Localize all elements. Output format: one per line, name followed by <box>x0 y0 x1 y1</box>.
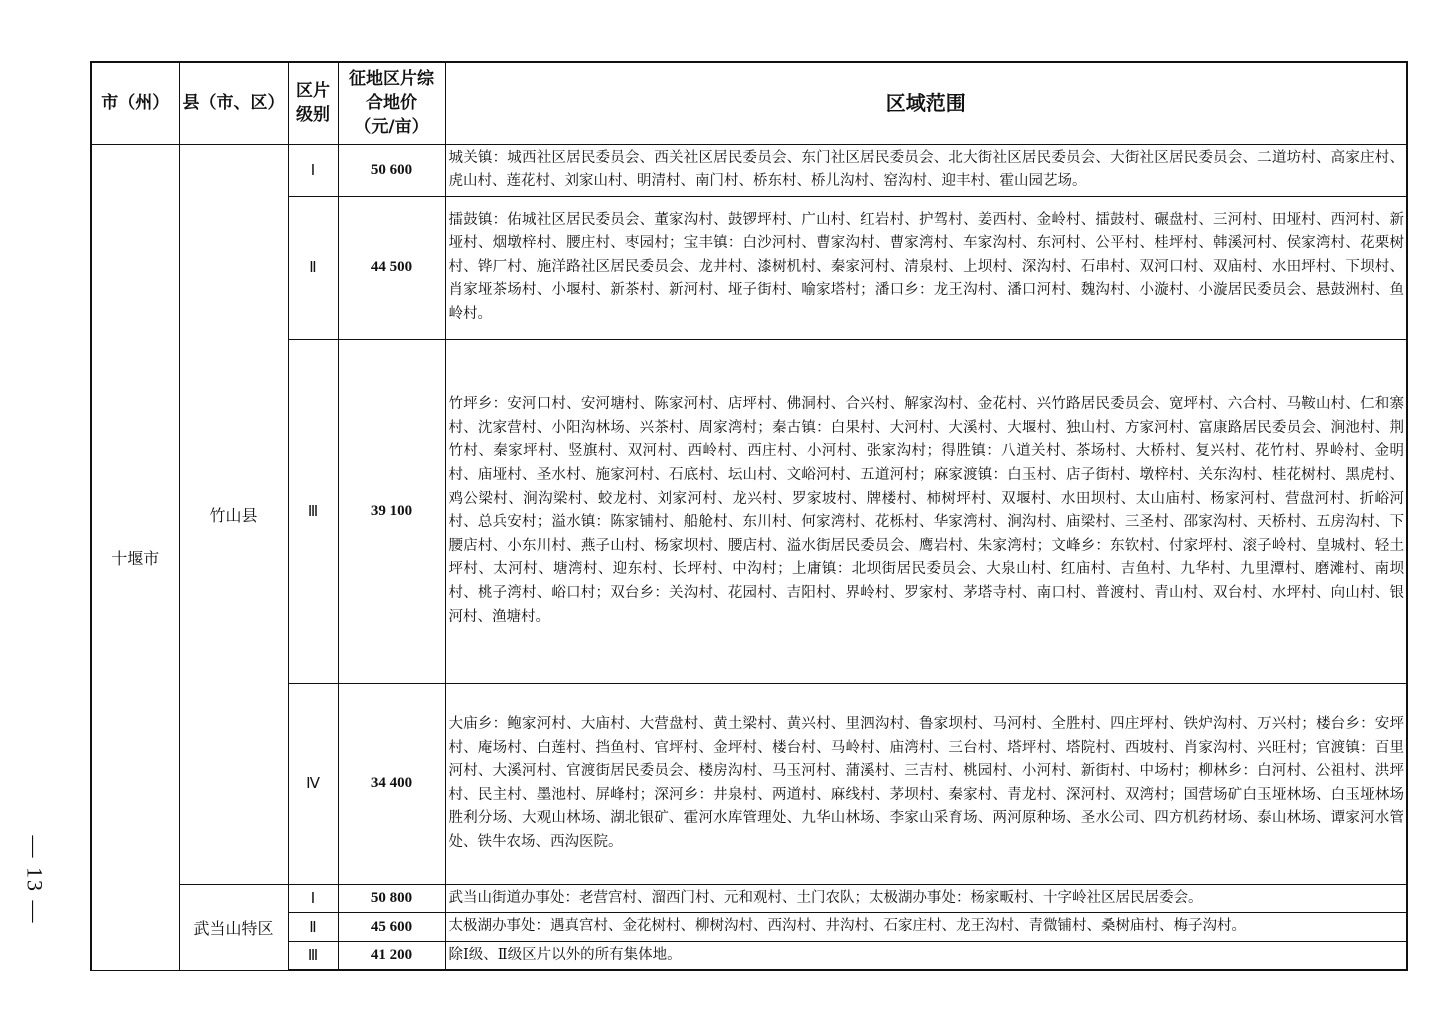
land-price-table <box>90 61 1408 971</box>
price-cell: 50 600 <box>338 144 445 196</box>
table-row <box>91 144 1407 196</box>
level-cell: Ⅱ <box>288 196 338 339</box>
range-cell: 武当山街道办事处：老营宫村、溜西门村、元和观村、土门农队；太极湖办事处：杨家畈村、十字岭社区居民居委会。 <box>445 884 1407 913</box>
range-cell: 竹坪乡：安河口村、安河塘村、陈家河村、店坪村、佛洞村、合兴村、解家沟村、金花村、兴竹路居民委员会、宽坪村、六合村、马鞍山村、仁和寨村、沈家营村、小阳沟林场、兴茶村、周家湾村；秦古镇：白果村、大河村、大溪村、大堰村、独山村、方家河村、富康路居民委员会、涧池村、荆竹村、秦家坪村、竖旗村、双河村、西岭村、西庄村、小河村、张家沟村；得胜镇：八道关村、茶场村、大桥村、复兴村、花竹村、界岭村、金明村、庙垭村、圣水村、施家河村、石底村、坛山村、文峪河村、五道河村；麻家渡镇：白玉村、店子街村、墩梓村、关东沟村、桂花树村、黑虎村、鸡公梁村、涧沟梁村、蛟龙村、刘家河村、龙兴村、罗家坡村、牌楼村、柿树坪村、双堰村、水田坝村、太山庙村、杨家河村、营盘河村、折峪河村、总兵安村；溢水镇：陈家铺村、船舱村、东川村、何家湾村、花栎村、华家湾村、涧沟村、庙梁村、三圣村、邵家沟村、天桥村、五房沟村、下腰店村、小东川村、燕子山村、杨家坝村、腰店村、溢水街居民委员会、鹰岩村、朱家湾村；文峰乡：东钦村、付家坪村、滚子岭村、皇城村、轻土坪村、太河村、塘湾村、迎东村、长坪村、中沟村；上庸镇：北坝街居民委员会、大泉山村、红庙村、吉鱼村、九华村、九里潭村、磨滩村、南坝村、桃子湾村、峪口村；双台乡：关沟村、花园村、吉阳村、界岭村、罗家村、茅塔寺村、南口村、普渡村、青山村、双台村、水坪村、向山村、银河村、渔塘村。 <box>445 339 1407 683</box>
price-cell: 44 500 <box>338 196 445 339</box>
table-row <box>91 884 1407 913</box>
table-row <box>91 941 1407 970</box>
range-cell: 除Ⅰ级、Ⅱ级区片以外的所有集体地。 <box>445 941 1407 970</box>
level-cell: Ⅰ <box>288 884 338 913</box>
header-row <box>91 62 1407 144</box>
header-price-text: 征地区片综合地价（元/亩） <box>349 69 434 138</box>
price-cell: 41 200 <box>338 941 445 970</box>
header-range: 区域范围 <box>445 62 1407 144</box>
header-city: 市（州） <box>91 62 179 144</box>
level-cell: Ⅳ <box>288 683 338 884</box>
level-cell: Ⅲ <box>288 941 338 970</box>
table-row <box>91 339 1407 683</box>
range-cell: 城关镇：城西社区居民委员会、西关社区居民委员会、东门社区居民委员会、北大街社区居民委员会、大街社区居民委员会、二道坊村、高家庄村、虎山村、莲花村、刘家山村、明清村、南门村、桥东村、桥儿沟村、窑沟村、迎丰村、霍山园艺场。 <box>445 144 1407 196</box>
table-row <box>91 683 1407 884</box>
table-row <box>91 913 1407 942</box>
page-number-text: — 13 — <box>22 835 47 925</box>
header-price <box>338 62 445 144</box>
range-cell: 大庙乡：鲍家河村、大庙村、大营盘村、黄土梁村、黄兴村、里泗沟村、鲁家坝村、马河村、全胜村、四庄坪村、铁炉沟村、万兴村；楼台乡：安坪村、庵场村、白莲村、挡鱼村、官坪村、金坪村、楼台村、马岭村、庙湾村、三台村、塔坪村、塔院村、西坡村、肖家沟村、兴旺村；官渡镇：百里河村、大溪河村、官渡街居民委员会、楼房沟村、马玉河村、蒲溪村、三吉村、桃园村、小河村、新街村、中场村；柳林乡：白河村、公祖村、洪坪村、民主村、墨池村、屏峰村；深河乡：井泉村、两道村、麻线村、茅坝村、秦家村、青龙村、深河村、双湾村；国营场矿白玉垭林场、白玉垭林场胜利分场、大观山林场、湖北银矿、霍河水库管理处、九华山林场、李家山采育场、两河原种场、圣水公司、四方机药材场、泰山林场、谭家河水管处、铁牛农场、西沟医院。 <box>445 683 1407 884</box>
price-cell: 39 100 <box>338 339 445 683</box>
header-level-text: 区片级别 <box>295 81 330 126</box>
header-county: 县（市、区） <box>179 62 288 144</box>
header-level <box>288 62 338 144</box>
county-cell: 武当山特区 <box>179 884 288 970</box>
page-number <box>14 820 54 940</box>
level-cell: Ⅰ <box>288 144 338 196</box>
price-cell: 50 800 <box>338 884 445 913</box>
level-cell: Ⅱ <box>288 913 338 942</box>
county-cell: 竹山县 <box>179 144 288 884</box>
range-cell: 擂鼓镇：佑城社区居民委员会、董家沟村、鼓锣坪村、广山村、红岩村、护驾村、姜西村、金岭村、擂鼓村、碾盘村、三河村、田垭村、西河村、新垭村、烟墩梓村、腰庄村、枣园村；宝丰镇：白沙河村、曹家沟村、曹家湾村、车家沟村、东河村、公平村、桂坪村、韩溪河村、侯家湾村、花栗树村、铧厂村、施洋路社区居民委员会、龙井村、漆树机村、秦家河村、清泉村、上坝村、深沟村、石串村、双河口村、双庙村、水田坪村、下坝村、肖家垭茶场村、小堰村、新茶村、新河村、垭子街村、喻家塔村；潘口乡：龙王沟村、潘口河村、魏沟村、小漩村、小漩居民委员会、悬鼓洲村、鱼岭村。 <box>445 196 1407 339</box>
city-cell: 十堰市 <box>91 144 179 970</box>
table-row <box>91 196 1407 339</box>
range-cell: 太极湖办事处：遇真宫村、金花树村、柳树沟村、西沟村、井沟村、石家庄村、龙王沟村、青微铺村、桑树庙村、梅子沟村。 <box>445 913 1407 942</box>
price-cell: 45 600 <box>338 913 445 942</box>
level-cell: Ⅲ <box>288 339 338 683</box>
price-cell: 34 400 <box>338 683 445 884</box>
